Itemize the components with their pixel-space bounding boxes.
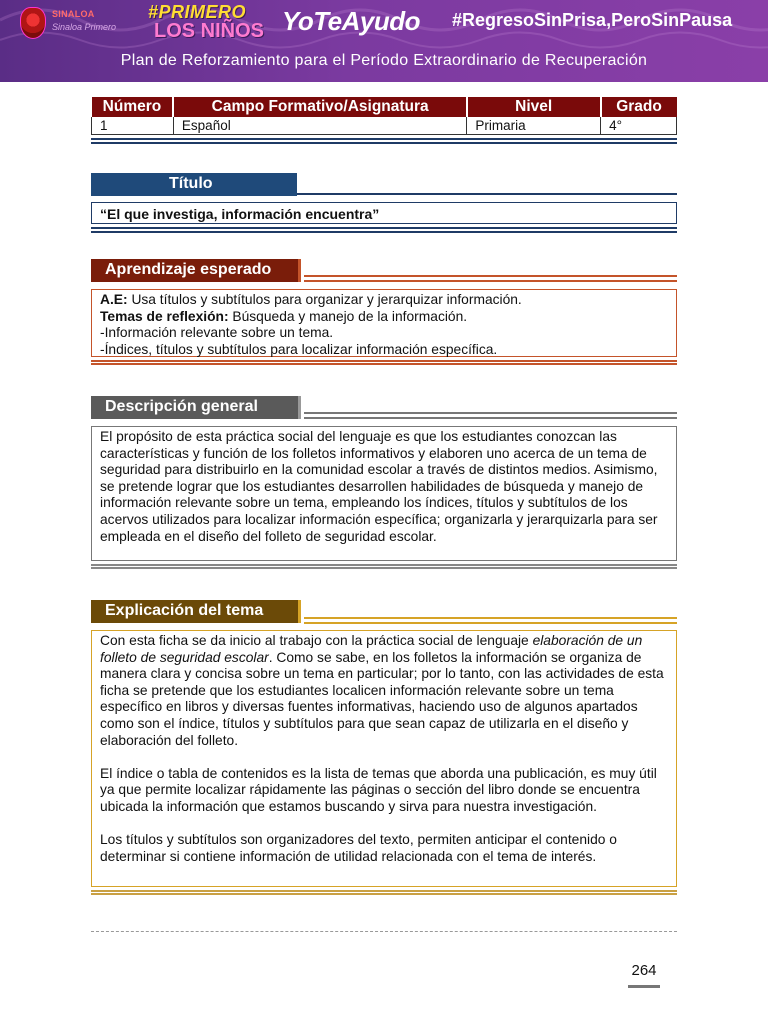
info-table <box>91 97 677 135</box>
header-banner <box>0 0 768 82</box>
cell-numero: 1 <box>92 117 174 134</box>
col-grado: Grado <box>601 97 677 117</box>
titulo-heading: Título <box>91 173 297 196</box>
aprendizaje-box <box>91 289 677 357</box>
state-subtitle: Sinaloa Primero <box>52 22 117 32</box>
plan-title: Plan de Reforzamiento para el Período Extraordinario de Recuperación <box>120 52 648 69</box>
descripcion-text: El propósito de esta práctica social del lenguaje es que los estudiantes conozcan las características y función de los folletos informativos y elaboren uno acerca de un tema de seguridad para distribuirlo en la comunidad escolar a través de distintos medios. Asimismo, se pretende lograr que los estudiantes desarrollen habilidades de búsqueda y manejo de información relevante sobre un tema, empleando los índices, títulos y subtítulos de los acervos utilizados para localizar información específica; organizarla y jerarquizarla para ser empleada en el diseño del folleto de seguridad escolar. <box>91 426 677 561</box>
temas-line <box>100 309 668 326</box>
p1-text-b: . Como se sabe, en los folletos la información se organiza de manera clara y concisa sobre un tema en particular; por lo tanto, con las actividades de esta ficha se pretende que los estudiantes localicen información relevante sobre un tema específico en libros y diversas fuentes informativas, haciendo uso de algunos apartados como son el índice, títulos y subtítulos para que sean capaz de utilizarla en el diseño y elaboración del folleto. <box>100 649 664 748</box>
explicacion-rule <box>304 617 677 624</box>
cell-grado: 4° <box>601 117 677 134</box>
state-name: SINALOA <box>52 9 95 19</box>
explicacion-paragraph-3: Los títulos y subtítulos son organizadores del texto, permiten anticipar el contenido o determinar si contiene información de utilidad relacionada con el tema de interés. <box>100 832 617 864</box>
titulo-divider <box>91 227 677 233</box>
col-nivel: Nivel <box>467 97 601 117</box>
descripcion-divider <box>91 564 677 569</box>
state-logo <box>14 3 134 43</box>
table-divider <box>91 138 677 144</box>
explicacion-heading: Explicación del tema <box>91 600 301 623</box>
info-table-header <box>92 97 677 117</box>
explicacion-box <box>91 630 677 887</box>
campaign-logo-top: #PRIMERO <box>148 2 247 22</box>
aprendizaje-heading: Aprendizaje esperado <box>91 259 301 282</box>
table-row <box>92 117 677 134</box>
explicacion-paragraph-1 <box>100 633 668 749</box>
hashtag: #RegresoSinPrisa,PeroSinPausa <box>452 10 733 30</box>
explicacion-divider <box>91 890 677 895</box>
list-item: -Información relevante sobre un tema. <box>100 325 334 341</box>
temas-label: Temas de reflexión: <box>100 308 229 324</box>
explicacion-paragraph-2: El índice o tabla de contenidos es la lista de temas que aborda una publicación, es muy útil ya que permite localizar rápidamente las páginas o sección del libro donde se encuentra ubicada la información que estamos buscando y sirva para nuestra investigación. <box>100 765 657 814</box>
page-number: 264 <box>628 962 660 988</box>
p1-text-a: Con esta ficha se da inicio al trabajo con la práctica social de lenguaje <box>100 633 533 648</box>
ae-text: Usa títulos y subtítulos para organizar y jerarquizar información. <box>127 292 522 307</box>
descripcion-rule <box>304 412 677 419</box>
cell-campo: Español <box>173 117 466 134</box>
aprendizaje-rule <box>304 275 677 282</box>
ae-label: A.E: <box>100 292 128 307</box>
descripcion-heading: Descripción general <box>91 396 301 419</box>
temas-text: Búsqueda y manejo de la información. <box>228 308 468 324</box>
slogan-logo: YoTeAyudo <box>282 6 421 36</box>
cell-nivel: Primaria <box>467 117 601 134</box>
titulo-rule <box>297 193 677 195</box>
titulo-value: “El que investiga, información encuentra” <box>91 202 677 224</box>
list-item: -Índices, títulos y subtítulos para localizar información específica. <box>100 341 498 357</box>
state-seal-icon <box>20 7 46 39</box>
p1-emphasis: elaboración de un folleto de seguridad escolar <box>100 633 643 665</box>
ae-line <box>100 292 668 309</box>
footer-rule <box>91 931 677 932</box>
aprendizaje-divider <box>91 360 677 365</box>
col-campo: Campo Formativo/Asignatura <box>173 97 466 117</box>
col-numero: Número <box>92 97 174 117</box>
campaign-logo-bottom: LOS NIÑOS <box>154 20 265 42</box>
